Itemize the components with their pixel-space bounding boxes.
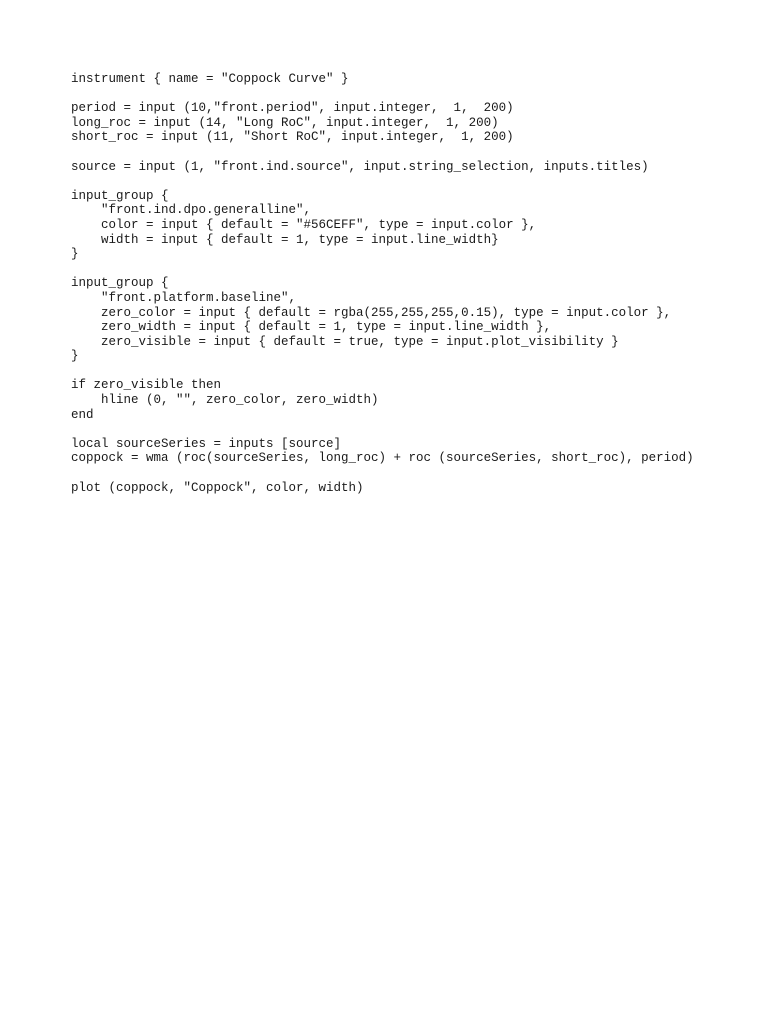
code-line: hline (0, "", zero_color, zero_width) bbox=[71, 393, 379, 408]
code-line: local sourceSeries = inputs [source] bbox=[71, 436, 342, 451]
code-line: source = input (1, "front.ind.source", input.string_selection, inputs.titles) bbox=[71, 159, 649, 174]
code-line: coppock = wma (roc(sourceSeries, long_roc) + roc (sourceSeries, short_roc), period) bbox=[71, 451, 694, 466]
code-line: if zero_visible then bbox=[71, 378, 222, 393]
code-line: input_group { bbox=[71, 188, 169, 203]
code-line bbox=[71, 87, 761, 102]
code-line: short_roc = input (11, "Short RoC", input.integer, 1, 200) bbox=[71, 130, 514, 145]
code-line bbox=[71, 466, 761, 481]
code-line: color = input { default = "#56CEFF", type = input.color }, bbox=[71, 217, 537, 232]
code-line: } bbox=[71, 247, 79, 262]
code-line bbox=[71, 145, 761, 160]
code-line: width = input { default = 1, type = input.line_width} bbox=[71, 232, 499, 247]
code-line: "front.platform.baseline", bbox=[71, 290, 297, 305]
code-line: plot (coppock, "Coppock", color, width) bbox=[71, 480, 364, 495]
code-line: end bbox=[71, 407, 94, 422]
code-line: input_group { bbox=[71, 276, 169, 291]
code-line bbox=[71, 174, 761, 189]
code-line bbox=[71, 262, 761, 277]
code-line: "front.ind.dpo.generalline", bbox=[71, 203, 312, 218]
code-line: zero_width = input { default = 1, type = input.line_width }, bbox=[71, 320, 552, 335]
code-line: period = input (10,"front.period", input.integer, 1, 200) bbox=[71, 101, 514, 116]
code-line: instrument { name = "Coppock Curve" } bbox=[71, 72, 349, 86]
code-line bbox=[71, 422, 761, 437]
code-line: long_roc = input (14, "Long RoC", input.integer, 1, 200) bbox=[71, 115, 499, 130]
code-line bbox=[71, 364, 761, 379]
code-block bbox=[71, 72, 761, 495]
code-line: zero_color = input { default = rgba(255,255,255,0.15), type = input.color }, bbox=[71, 305, 672, 320]
code-line: zero_visible = input { default = true, type = input.plot_visibility } bbox=[71, 334, 619, 349]
code-line: } bbox=[71, 349, 79, 364]
